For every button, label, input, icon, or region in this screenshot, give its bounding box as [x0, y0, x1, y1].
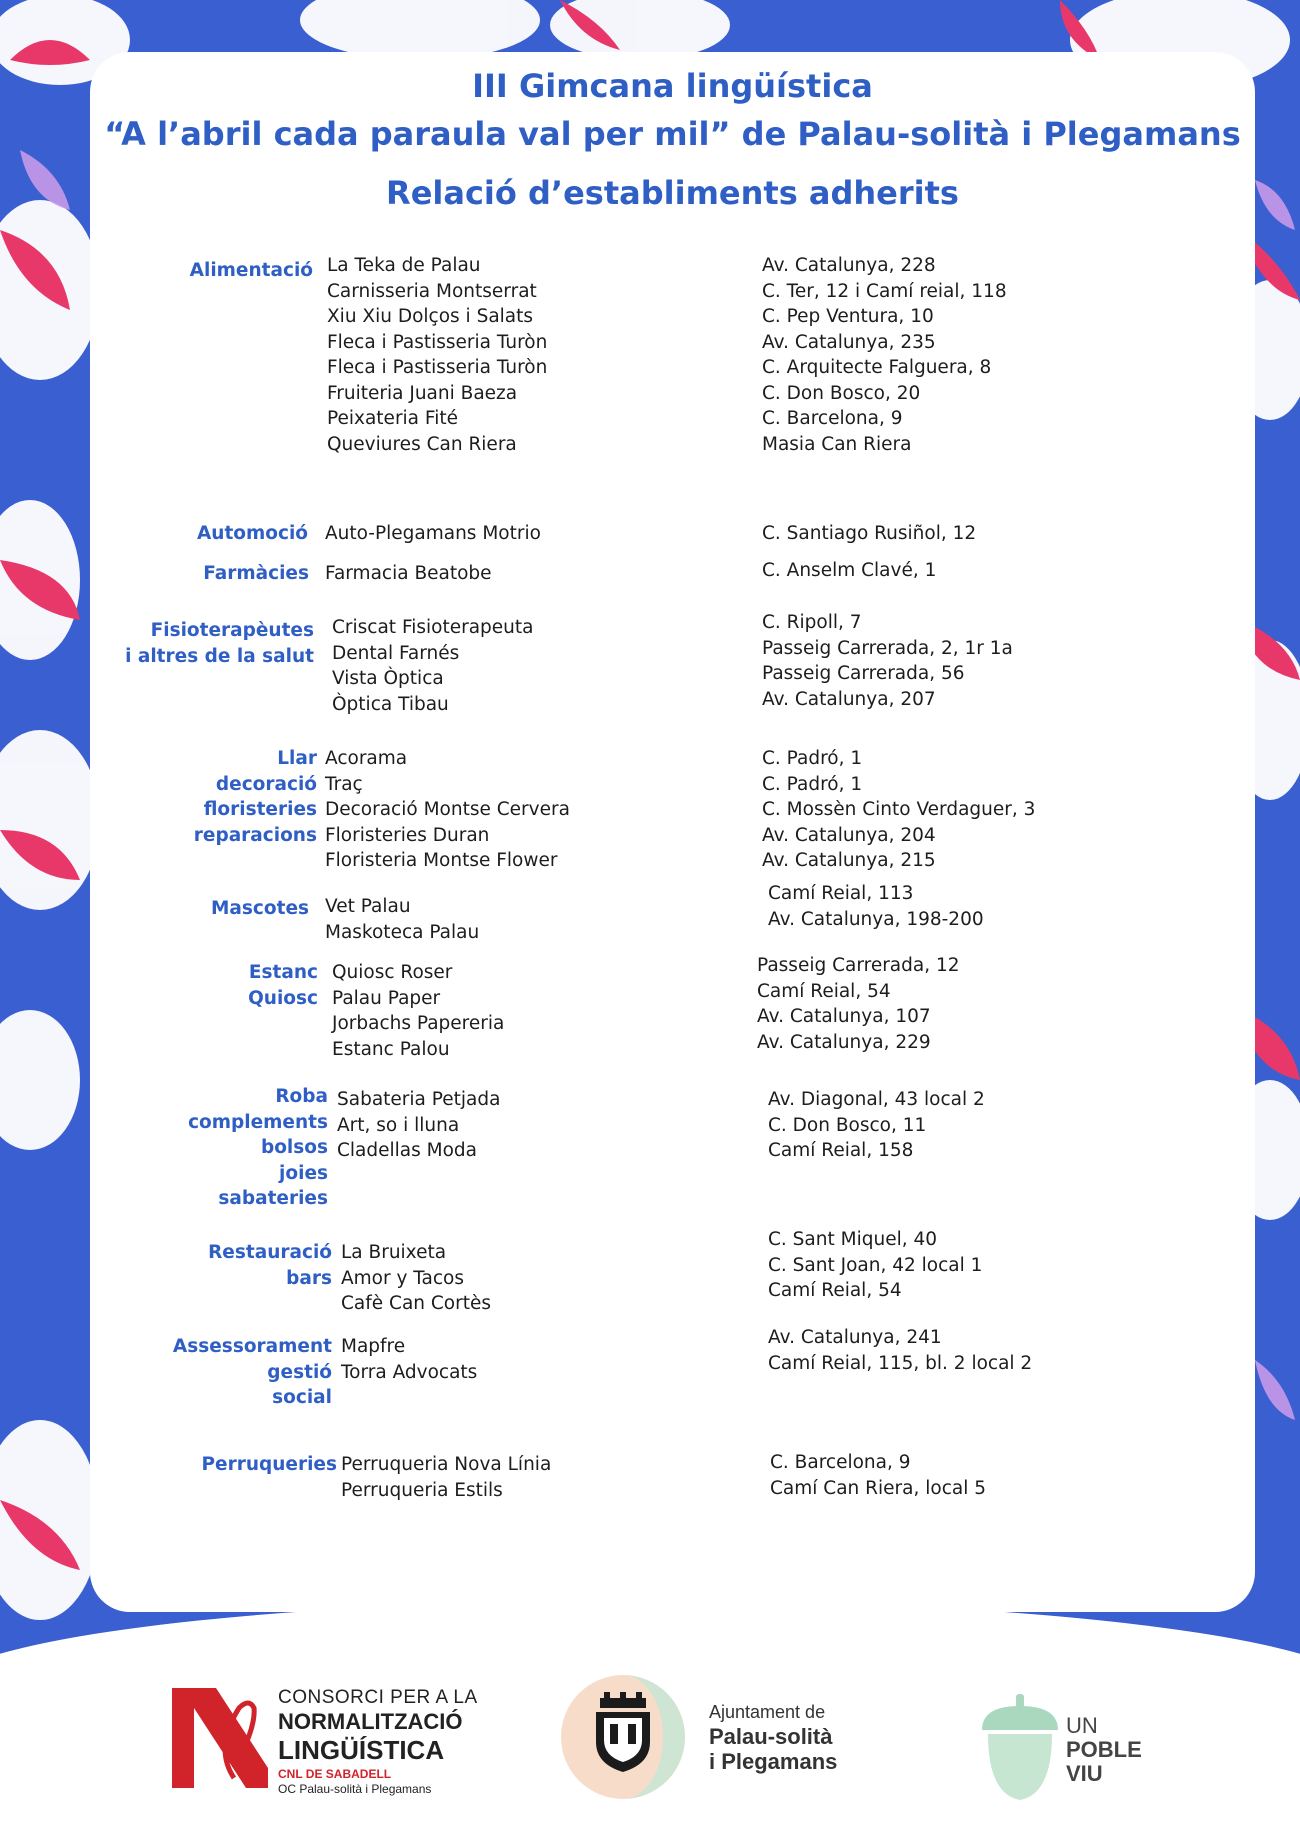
category-label: Automoció — [196, 523, 308, 544]
establishment-names — [337, 1087, 500, 1164]
cnl-logo-text: CONSORCI PER A LA NORMALITZACIÓ LINGÜÍSTICA CNL DE SABADELL OC Palau-solità i Plegamans — [278, 1687, 478, 1796]
list-item: Av. Catalunya, 198-200 — [768, 908, 984, 930]
establishment-names — [341, 1452, 551, 1503]
category-label: Fisioterapèutes i altres de la salut — [125, 620, 314, 667]
category-label: Perruqueries — [201, 1454, 337, 1475]
list-item: Queviures Can Riera — [327, 433, 517, 455]
list-item: Camí Reial, 115, bl. 2 local 2 — [768, 1352, 1033, 1374]
list-item: Quiosc Roser — [332, 962, 453, 983]
list-item: Perruqueria Estils — [341, 1479, 503, 1501]
list-item: Sabateria Petjada — [337, 1089, 501, 1110]
establishment-addresses — [762, 558, 936, 584]
list-item: Mapfre — [341, 1336, 406, 1357]
list-item: Carnisseria Montserrat — [327, 280, 537, 302]
list-item: C. Sant Miquel, 40 — [768, 1229, 938, 1250]
category-label: Roba complements bolsos joies sabateries — [188, 1086, 328, 1209]
list-item: La Bruixeta — [341, 1242, 447, 1263]
list-item: Traç — [325, 773, 363, 795]
category-label: Restauració bars — [208, 1242, 332, 1289]
list-item: Fruiteria Juani Baeza — [327, 382, 518, 404]
list-item: C. Sant Joan, 42 local 1 — [768, 1254, 983, 1276]
list-item: C. Mossèn Cinto Verdaguer, 3 — [762, 799, 1036, 820]
list-item: C. Padró, 1 — [762, 773, 863, 795]
category-label: Llar decoració floristeries reparacions — [193, 748, 317, 846]
list-item: Fleca i Pastisseria Turòn — [327, 331, 548, 353]
establishment-names — [325, 521, 541, 547]
list-item: Art, so i lluna — [337, 1114, 460, 1136]
list-item: Floristeries Duran — [325, 824, 490, 846]
list-item: Cladellas Moda — [337, 1140, 478, 1161]
category-label: Alimentació — [189, 260, 313, 281]
list-item: Auto-Plegamans Motrio — [325, 523, 541, 544]
list-item: Jorbachs Papereria — [332, 1013, 505, 1034]
establishment-addresses — [768, 1227, 982, 1304]
list-item: Passeig Carrerada, 12 — [757, 955, 960, 976]
category-label: Assessorament gestió social — [172, 1336, 332, 1408]
establishment-addresses — [768, 881, 984, 932]
list-item: Farmacia Beatobe — [325, 563, 492, 584]
establishment-addresses — [768, 1087, 985, 1164]
list-item: Camí Reial, 54 — [768, 1280, 902, 1301]
establishment-names — [325, 561, 492, 587]
list-item: Av. Catalunya, 215 — [762, 850, 936, 871]
list-item: Peixateria Fité — [327, 408, 458, 429]
list-item: Dental Farnés — [332, 642, 460, 664]
establishment-names — [332, 960, 504, 1062]
list-item: Av. Catalunya, 241 — [768, 1327, 942, 1348]
page-title-line2: “A l’abril cada paraula val per mil” de Palau-solità i Plegamans — [104, 115, 1241, 153]
list-item: Vista Òptica — [332, 668, 444, 689]
category-label: Mascotes — [211, 898, 309, 919]
establishment-addresses — [762, 521, 976, 547]
list-item: Camí Reial, 158 — [768, 1140, 914, 1161]
poble-viu-logo-text: UN POBLE VIU — [1066, 1713, 1142, 1786]
list-item: C. Santiago Rusiñol, 12 — [762, 523, 977, 544]
list-item: Torra Advocats — [341, 1361, 478, 1383]
list-item: Camí Can Riera, local 5 — [770, 1477, 986, 1499]
page-title: III Gimcana lingüística — [472, 67, 873, 105]
list-item: Cafè Can Cortès — [341, 1293, 492, 1314]
ajuntament-logo-icon — [558, 1672, 688, 1802]
establishment-addresses — [762, 746, 1035, 874]
category-label: Farmàcies — [203, 563, 309, 584]
list-item: Òptica Tibau — [332, 693, 449, 715]
establishment-names — [341, 1334, 477, 1385]
list-item: Av. Catalunya, 107 — [757, 1006, 931, 1027]
list-item: Acorama — [325, 748, 408, 769]
list-item: Floristeria Montse Flower — [325, 850, 558, 871]
list-item: Maskoteca Palau — [325, 921, 480, 943]
list-item: Av. Catalunya, 207 — [762, 688, 936, 710]
ajuntament-logo-text: Ajuntament de Palau-solità i Plegamans — [709, 1702, 838, 1774]
list-item: Amor y Tacos — [341, 1267, 465, 1289]
list-item: Av. Catalunya, 228 — [762, 255, 936, 276]
acorn-logo-icon — [978, 1694, 1062, 1802]
establishment-names — [325, 894, 479, 945]
list-item: C. Pep Ventura, 10 — [762, 306, 934, 327]
establishment-addresses — [762, 610, 1013, 712]
list-item: C. Don Bosco, 11 — [768, 1114, 927, 1136]
list-item: Fleca i Pastisseria Turòn — [327, 357, 548, 378]
list-item: La Teka de Palau — [327, 255, 481, 276]
list-item: Xiu Xiu Dolços i Salats — [327, 306, 534, 327]
list-item: Vet Palau — [325, 896, 411, 917]
list-item: C. Anselm Clavé, 1 — [762, 560, 937, 581]
cnl-logo-icon — [172, 1688, 272, 1788]
list-item: Palau Paper — [332, 987, 441, 1009]
list-item: Av. Catalunya, 229 — [757, 1031, 931, 1053]
list-item: C. Ter, 12 i Camí reial, 118 — [762, 280, 1007, 302]
list-item: Decoració Montse Cervera — [325, 799, 570, 820]
list-item: Passeig Carrerada, 56 — [762, 663, 965, 684]
establishment-names — [325, 746, 570, 874]
list-item: C. Barcelona, 9 — [770, 1452, 911, 1473]
establishment-addresses — [768, 1325, 1032, 1376]
list-item: Camí Reial, 54 — [757, 980, 891, 1002]
list-item: C. Don Bosco, 20 — [762, 382, 921, 404]
list-item: C. Padró, 1 — [762, 748, 863, 769]
list-item: Av. Catalunya, 204 — [762, 824, 936, 846]
establishment-names — [332, 615, 534, 717]
list-item: C. Ripoll, 7 — [762, 612, 862, 633]
establishment-addresses — [762, 253, 1007, 457]
list-item: C. Arquitecte Falguera, 8 — [762, 357, 992, 378]
list-item: Masia Can Riera — [762, 433, 912, 455]
establishment-names — [327, 253, 547, 457]
establishment-addresses — [757, 953, 960, 1055]
list-item: Passeig Carrerada, 2, 1r 1a — [762, 637, 1013, 659]
list-item: Camí Reial, 113 — [768, 883, 914, 904]
list-item: Av. Diagonal, 43 local 2 — [768, 1089, 985, 1110]
establishment-addresses — [770, 1450, 986, 1501]
list-item: Criscat Fisioterapeuta — [332, 617, 534, 638]
list-item: Estanc Palou — [332, 1038, 450, 1060]
page-subtitle: Relació d’establiments adherits — [386, 174, 959, 212]
category-label: Estanc Quiosc — [248, 962, 318, 1009]
list-item: C. Barcelona, 9 — [762, 408, 903, 429]
list-item: Perruqueria Nova Línia — [341, 1454, 552, 1475]
list-item: Av. Catalunya, 235 — [762, 331, 936, 353]
establishment-names — [341, 1240, 491, 1317]
